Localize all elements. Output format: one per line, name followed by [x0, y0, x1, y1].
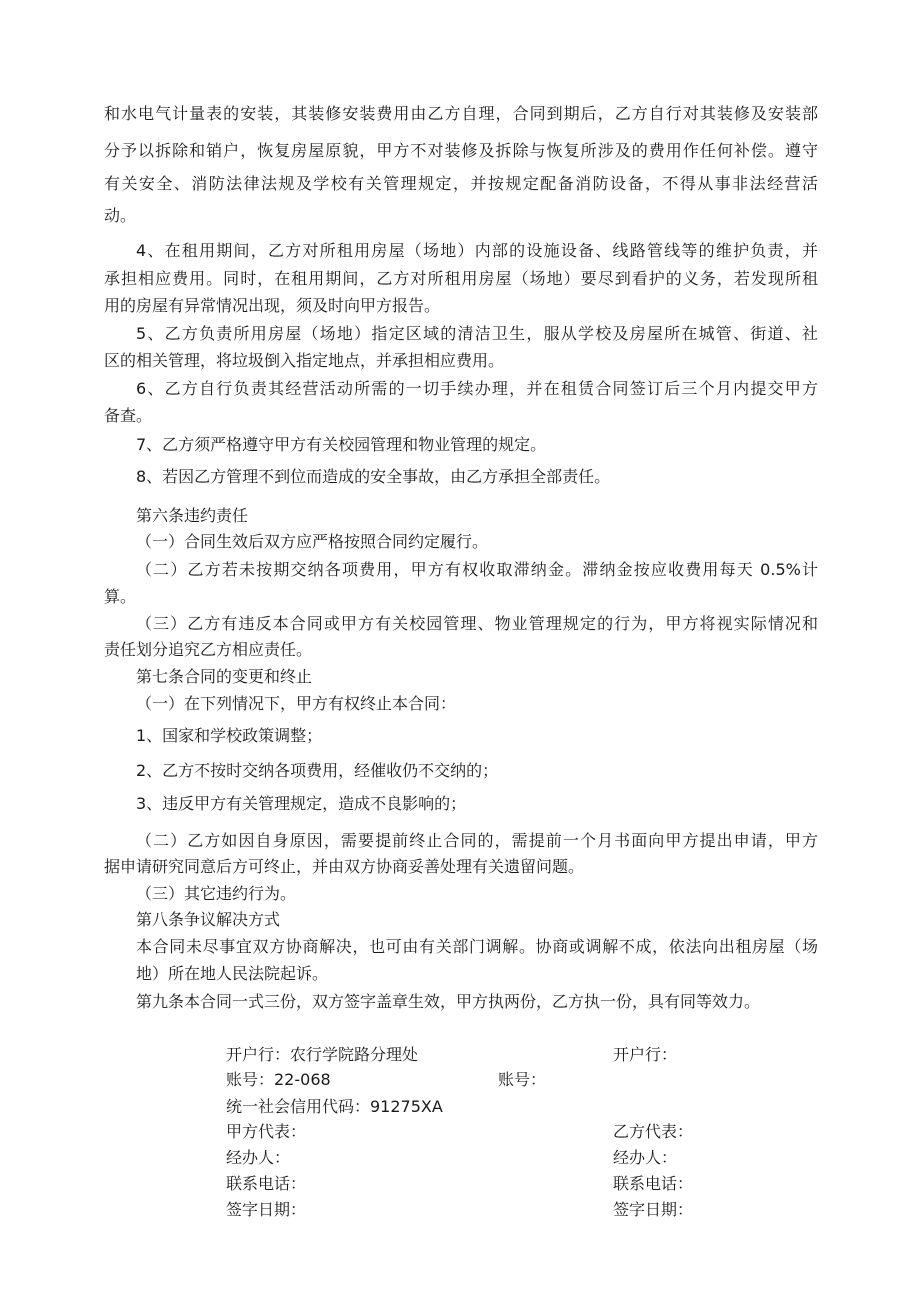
party-a-bank: 开户行：农行学院路分理处 — [226, 1045, 419, 1064]
article-7-item-2-line: （二）乙方如因自身原因，需要提前终止合同的，需提前一个月书面向甲方提出申请，甲方 — [136, 831, 818, 850]
clause-5-line: 5、乙方负责所用房屋（场地）指定区域的清洁卫生，服从学校及房屋所在城管、街道、社 — [136, 324, 818, 343]
party-a-agent: 经办人： — [226, 1148, 291, 1167]
paragraph-line: 和水电气计量表的安装，其装修安装费用由乙方自理，合同到期后，乙方自行对其装修及安装部 — [104, 104, 818, 123]
paragraph-line: 分予以拆除和销户，恢复房屋原貌，甲方不对装修及拆除与恢复所涉及的费用作任何补偿。遵守 — [104, 141, 818, 160]
clause-6-line: 6、乙方自行负责其经营活动所需的一切手续办理，并在租赁合同签订后三个月内提交甲方 — [136, 379, 818, 398]
clause-8: 8、若因乙方管理不到位而造成的安全事故，由乙方承担全部责任。 — [136, 467, 611, 486]
party-b-sign-date: 签字日期： — [613, 1200, 694, 1219]
clause-4-line: 承担相应费用。同时，在租用期间，乙方对所租用房屋（场地）要尽到看护的义务，若发现所租 — [104, 269, 818, 288]
clause-6-line: 备查。 — [104, 406, 153, 425]
party-b-agent: 经办人： — [613, 1148, 678, 1167]
clause-4-line: 用的房屋有异常情况出现，须及时向甲方报告。 — [104, 296, 441, 315]
article-7-item-2-line: 据申请研究同意后方可终止，并由双方协商妥善处理有关遗留问题。 — [104, 857, 585, 876]
article-6-item-2-line: 算。 — [104, 587, 137, 606]
party-a-sign-date: 签字日期： — [226, 1200, 307, 1219]
article-8-title: 第八条争议解决方式 — [136, 910, 281, 929]
paragraph-line: 动。 — [104, 206, 137, 225]
article-7-subitem: 2、乙方不按时交纳各项费用，经催收仍不交纳的； — [136, 761, 499, 780]
party-a-phone: 联系电话： — [226, 1174, 307, 1193]
article-6-item-2-line: （二）乙方若未按期交纳各项费用，甲方有权收取滞纳金。滞纳金按应收费用每天 0.5%计 — [136, 560, 818, 579]
paragraph-line: 有关安全、消防法律法规及学校有关管理规定，并按规定配备消防设备，不得从事非法经营活 — [104, 174, 818, 193]
party-b-bank: 开户行： — [613, 1045, 678, 1064]
article-6-item-3-line: 责任划分追究乙方相应责任。 — [104, 640, 313, 659]
article-7-subitem: 3、违反甲方有关管理规定，造成不良影响的； — [136, 794, 467, 813]
party-b-account: 账号： — [498, 1070, 547, 1089]
article-7-item-1: （一）在下列情况下，甲方有权终止本合同： — [136, 694, 457, 713]
article-6-title: 第六条违约责任 — [136, 506, 249, 525]
party-a-representative: 甲方代表： — [226, 1122, 307, 1141]
party-b-representative: 乙方代表： — [613, 1122, 694, 1141]
article-9: 第九条本合同一式三份，双方签字盖章生效，甲方执两份，乙方执一份，具有同等效力。 — [136, 992, 761, 1011]
article-6-item-3-line: （三）乙方有违反本合同或甲方有关校园管理、物业管理规定的行为，甲方将视实际情况和 — [136, 614, 818, 633]
clause-7: 7、乙方须严格遵守甲方有关校园管理和物业管理的规定。 — [136, 435, 547, 454]
party-a-credit-code: 统一社会信用代码：91275XA — [226, 1097, 443, 1116]
clause-4-line: 4、在租用期间，乙方对所租用房屋（场地）内部的设施设备、线路管线等的维护负责，并 — [136, 241, 818, 260]
party-b-phone: 联系电话： — [613, 1174, 694, 1193]
article-7-item-3: （三）其它违约行为。 — [136, 884, 297, 903]
clause-5-line: 区的相关管理，将垃圾倒入指定地点，并承担相应费用。 — [104, 351, 505, 370]
article-7-title: 第七条合同的变更和终止 — [136, 667, 313, 686]
article-6-item-1: （一）合同生效后双方应严格按照合同约定履行。 — [136, 532, 489, 551]
article-8-body-line: 本合同未尽事宜双方协商解决，也可由有关部门调解。协商或调解不成，依法向出租房屋（场 — [136, 937, 818, 956]
article-8-body-line: 地）所在地人民法院起诉。 — [136, 964, 329, 983]
article-7-subitem: 1、国家和学校政策调整； — [136, 726, 323, 745]
party-a-account: 账号：22-068 — [226, 1070, 331, 1089]
